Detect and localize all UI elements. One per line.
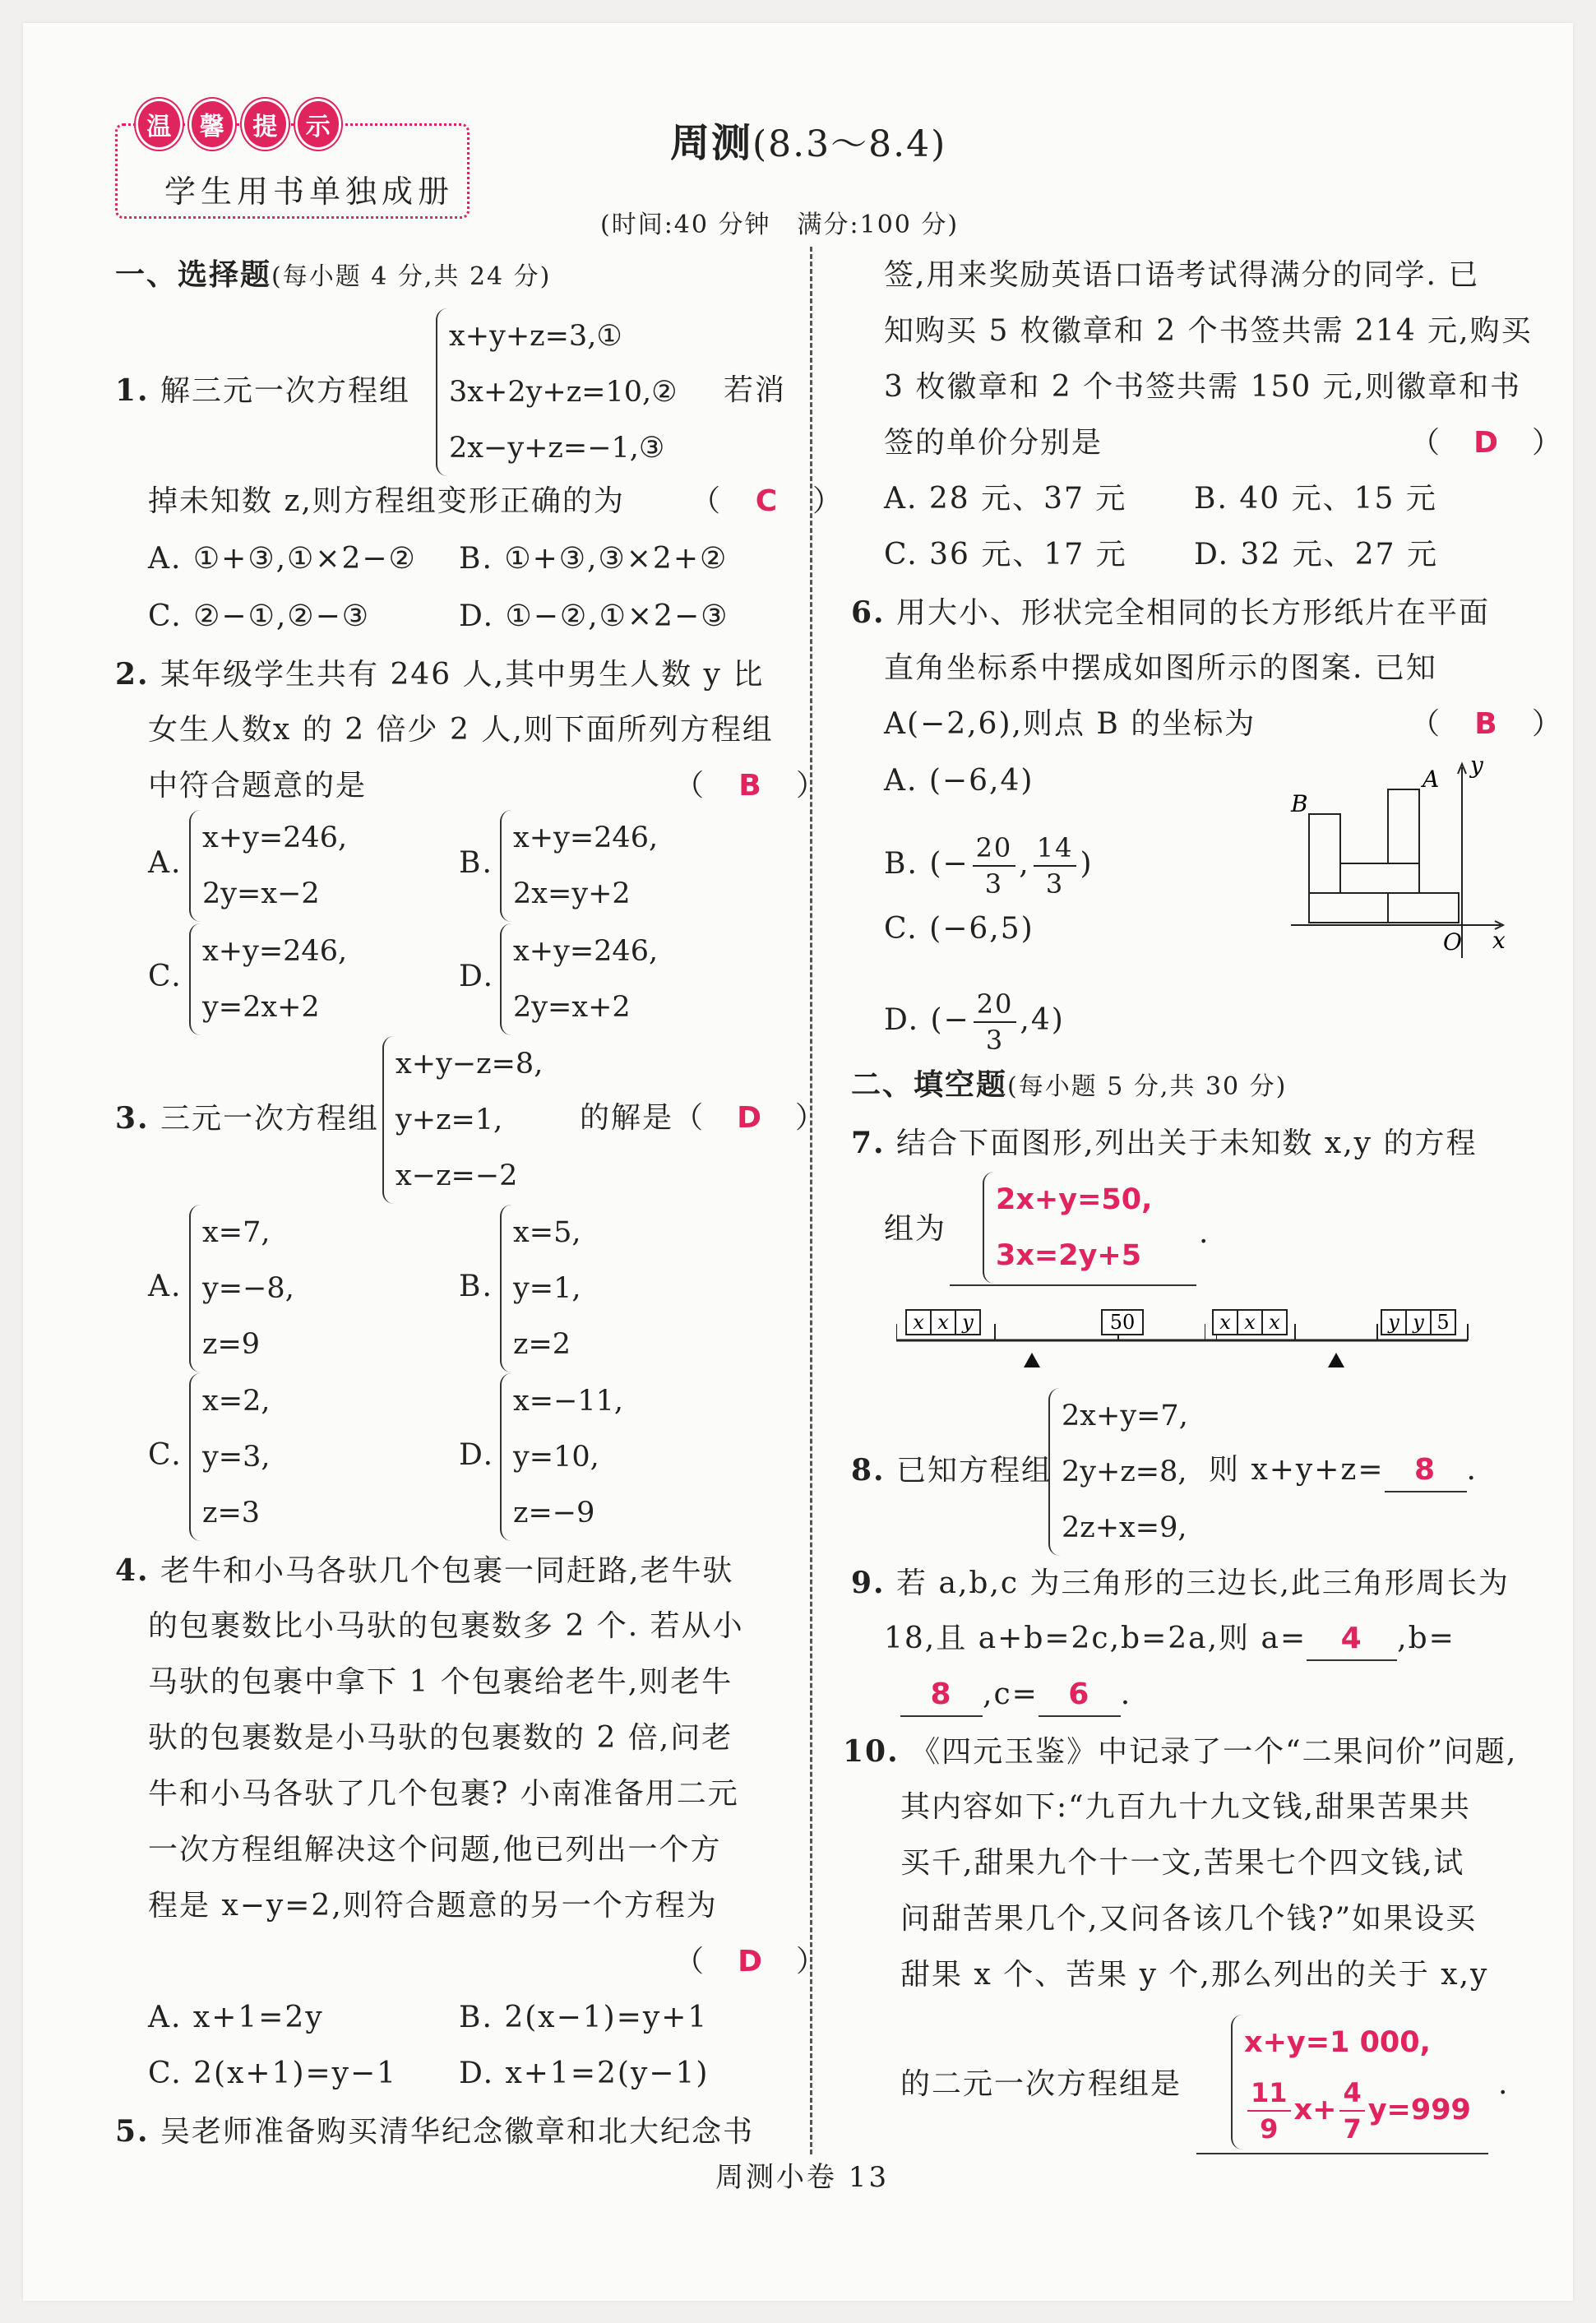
q6-option-c: C. (−6,5) — [884, 912, 1034, 946]
box-label: y — [1413, 1311, 1424, 1334]
section1-note: (每小题 4 分,共 24 分) — [271, 262, 552, 291]
q6-line: 直角坐标系中摆成如图所示的图案. 已知 — [884, 651, 1437, 685]
q2-line-text: 中符合题意的是 — [148, 769, 368, 803]
q6-option-b-num1: 20 — [973, 831, 1016, 867]
q5-line: 3 枚徽章和 2 个书签共需 150 元,则徽章和书 — [884, 370, 1522, 404]
q7-answer-eq: 2x+y=50, — [996, 1183, 1153, 1216]
q6-line-text: 用大小、形状完全相同的长方形纸片在平面 — [896, 596, 1491, 630]
box-label: x — [937, 1311, 949, 1334]
q2-number: 2. — [115, 657, 150, 692]
q10-frac1-num: 11 — [1247, 2075, 1291, 2112]
q1-option: B. ①+③,③×2+② — [459, 542, 729, 576]
q4-option: B. 2(x−1)=y+1 — [459, 2001, 709, 2034]
rect-piece — [1388, 893, 1459, 923]
q3-option-label: D. — [459, 1438, 495, 1472]
q8-after-text: 则 x+y+z= — [1209, 1453, 1385, 1487]
q7-line1-text: 结合下面图形,列出关于未知数 x,y 的方程 — [896, 1127, 1478, 1160]
q3-opt-eq: y=−8, — [202, 1272, 294, 1305]
q10-answer-underline — [1196, 2153, 1488, 2154]
q7-answer-underline — [950, 1284, 1196, 1286]
q1-number: 1. — [115, 373, 150, 408]
label-a: A — [1423, 766, 1440, 793]
q7-number: 7. — [851, 1126, 886, 1160]
q3-stem — [115, 1094, 379, 1144]
section1-header — [115, 251, 551, 302]
q7-scale-1 — [896, 1295, 1217, 1377]
column-divider — [810, 247, 812, 2154]
q10-end: . — [1498, 2067, 1510, 2101]
q5-option: A. 28 元、37 元 — [884, 482, 1127, 516]
q9-line3-c: ,c= — [983, 1677, 1039, 1711]
q2-eq: x+y=246, — [513, 821, 659, 854]
q10-number: 10. — [843, 1734, 900, 1769]
q6-answer-paren: （ B ） — [1410, 700, 1563, 749]
q9-answer-b: 8 — [900, 1674, 983, 1717]
q10-line — [843, 1727, 1517, 1777]
q5-line — [115, 2107, 754, 2157]
q7-scale-2 — [1205, 1295, 1525, 1377]
q10-frac2-den: 7 — [1343, 2113, 1362, 2145]
q6-option-d-suffix: ,4) — [1020, 1003, 1065, 1037]
q9-line2 — [884, 1614, 1455, 1664]
q10-y: y=999 — [1367, 2094, 1471, 2126]
q10-line: 甜果 x 个、苦果 y 个,那么列出的关于 x,y — [900, 1958, 1489, 1992]
label-y: y — [1470, 752, 1483, 779]
q4-answer-paren: （ D ） — [674, 1937, 827, 1987]
q3-option-system — [500, 1373, 623, 1541]
q6-line-text: A(−2,6),则点 B 的坐标为 — [884, 707, 1256, 741]
page-title — [670, 111, 946, 168]
fulcrum-icon — [1328, 1353, 1344, 1367]
q3-opt-eq: x=5, — [513, 1216, 581, 1249]
q2-eq: x+y=246, — [513, 935, 659, 968]
label-o: O — [1443, 928, 1462, 956]
q1-answer: C — [755, 484, 779, 518]
tip-text: 学生用书单独成册 — [164, 174, 455, 210]
q6-option-d-prefix: D. (− — [884, 1003, 970, 1037]
q4-line: 牛和小马各驮了几个包裹? 小南准备用二元 — [148, 1777, 739, 1811]
q10-frac2-num: 4 — [1339, 2075, 1364, 2112]
q5-option: B. 40 元、15 元 — [1194, 482, 1437, 516]
q6-option-b-mid: , — [1019, 847, 1030, 881]
q10-frac1-den: 9 — [1260, 2113, 1279, 2145]
q9-line3 — [900, 1670, 1131, 1719]
q9-line2-a: 18,且 a+b=2c,b=2a,则 a= — [884, 1622, 1307, 1655]
q3-option-system — [500, 1205, 581, 1372]
section1-heading: 一、选择题 — [115, 258, 272, 292]
q5-option: C. 36 元、17 元 — [884, 538, 1127, 571]
box-label: 5 — [1436, 1311, 1450, 1334]
q2-option-label: A. — [148, 846, 183, 880]
q2-eq: 2x=y+2 — [513, 877, 631, 910]
q2-eq: x+y=246, — [202, 821, 348, 854]
q2-line: 女生人数x 的 2 倍少 2 人,则下面所列方程组 — [148, 713, 774, 747]
q9-line1 — [851, 1558, 1510, 1608]
q9-number: 9. — [851, 1566, 886, 1600]
q2-line-text: 某年级学生共有 246 人,其中男生人数 y 比 — [160, 658, 765, 692]
q2-answer-paren: （ B ） — [674, 761, 827, 811]
rect-piece — [1388, 789, 1419, 863]
q3-opt-eq: x=2, — [202, 1385, 271, 1418]
q3-answer: D — [737, 1101, 763, 1135]
q5-line: 知购买 5 枚徽章和 2 个书签共需 214 元,购买 — [884, 314, 1533, 348]
q8-eq: 2z+x=9, — [1062, 1511, 1187, 1544]
q4-option: A. x+1=2y — [148, 2001, 324, 2034]
q2-option-system — [189, 810, 347, 922]
q8-number: 8. — [851, 1453, 886, 1488]
q6-line — [851, 588, 1490, 638]
page-footer: 周测小卷 13 — [715, 2161, 890, 2194]
q2-answer: B — [738, 769, 763, 803]
box-label: x — [1219, 1311, 1231, 1334]
q3-opt-eq: y=1, — [513, 1272, 581, 1305]
q1-eq: 2x−y+z=−1,③ — [449, 432, 665, 465]
q7-answer-eq: 3x=2y+5 — [996, 1239, 1142, 1272]
q6-answer: B — [1474, 707, 1499, 741]
q9-answer-c: 6 — [1039, 1674, 1121, 1717]
q7-line2: 组为 — [884, 1212, 947, 1246]
q5-line-text: 签的单价分别是 — [884, 426, 1103, 460]
q10-line: 买千,甜果九个十一文,苦果七个四文钱,试 — [900, 1846, 1465, 1880]
q2-eq: 2y=x−2 — [202, 877, 320, 910]
q10-answer-row2 — [1244, 2071, 1471, 2149]
q6-option-d-den: 3 — [985, 1025, 1005, 1056]
q3-after-text: 的解是 — [580, 1101, 674, 1135]
rect-piece — [1309, 893, 1388, 923]
q9-end: . — [1120, 1677, 1132, 1711]
q7-answer-system — [983, 1172, 1152, 1284]
box-label: x — [1269, 1311, 1280, 1334]
q6-option-b-frac1 — [973, 831, 1016, 901]
q10-answer-row1: x+y=1 000, — [1244, 2026, 1431, 2059]
q3-eq: x−z=−2 — [396, 1159, 518, 1192]
q3-option-system — [189, 1373, 271, 1541]
q10-last: 的二元一次方程组是 — [900, 2067, 1182, 2101]
q6-option-b-den2: 3 — [1045, 868, 1065, 900]
q1-line2-text: 掉未知数 z,则方程组变形正确的为 — [148, 484, 625, 518]
q5-line: 签,用来奖励英语口语考试得满分的同学. 已 — [884, 258, 1480, 292]
q1-option: D. ①−②,①×2−③ — [459, 599, 729, 633]
q5-line-text: 吴老师准备购买清华纪念徽章和北大纪念书 — [160, 2115, 755, 2149]
q2-option-system — [500, 810, 658, 922]
rect-piece — [1309, 814, 1340, 893]
q3-number: 3. — [115, 1101, 150, 1136]
q10-frac1 — [1247, 2075, 1291, 2146]
q5-answer-paren: （ D ） — [1410, 419, 1563, 468]
q1-option: C. ②−①,②−③ — [148, 599, 371, 633]
section2-heading: 二、填空题 — [851, 1068, 1008, 1102]
q6-number: 6. — [851, 595, 886, 630]
q2-option-system — [500, 923, 658, 1035]
q2-line — [115, 650, 764, 700]
tip-badge-char: 提 — [242, 99, 289, 150]
q6-option-a: A. (−6,4) — [884, 764, 1034, 798]
q1-line2 — [148, 477, 844, 526]
tip-badge-char: 温 — [136, 99, 183, 150]
q2-option-system — [189, 923, 347, 1035]
q8-after — [1209, 1446, 1478, 1495]
q5-option: D. 32 元、27 元 — [1194, 538, 1438, 571]
q2-option-label: D. — [459, 960, 495, 993]
q3-opt-eq: y=3, — [202, 1441, 271, 1474]
q3-eq: x+y−z=8, — [396, 1048, 544, 1081]
q1-system — [436, 308, 678, 476]
q1-answer-paren: （ C ） — [691, 477, 844, 526]
q8-eq: 2y+z=8, — [1062, 1455, 1187, 1488]
tip-box — [99, 99, 485, 222]
tip-badge-char: 示 — [295, 99, 342, 150]
q1-eq: 3x+2y+z=10,② — [449, 376, 678, 409]
q3-opt-eq: z=9 — [202, 1328, 261, 1361]
tip-badge — [136, 99, 341, 146]
q10-answer-system — [1231, 2015, 1471, 2149]
q5-answer: D — [1473, 426, 1500, 460]
q8-answer: 8 — [1385, 1450, 1467, 1492]
q6-option-d — [884, 987, 1065, 1057]
time-info: (时间:40 分钟 满分:100 分) — [600, 211, 960, 239]
q6-option-b — [884, 831, 1094, 901]
q8-system — [1048, 1388, 1188, 1556]
q7-end: . — [1199, 1216, 1210, 1250]
q3-option-label: C. — [148, 1438, 183, 1472]
q1-stem-text: 解三元一次方程组 — [160, 374, 411, 408]
q2-line — [148, 761, 828, 811]
q3-opt-eq: z=3 — [202, 1497, 261, 1529]
q4-option: C. 2(x+1)=y−1 — [148, 2057, 398, 2090]
q5-number: 5. — [115, 2114, 150, 2149]
q6-option-b-frac2 — [1034, 831, 1077, 901]
q1-stem — [115, 366, 410, 416]
q5-line — [884, 419, 1564, 468]
q2-option-label: C. — [148, 960, 183, 993]
q3-option-label: B. — [459, 1270, 493, 1303]
q4-option: D. x+1=2(y−1) — [459, 2057, 710, 2090]
q3-system — [382, 1036, 543, 1204]
rect-piece — [1340, 863, 1419, 893]
box-label: y — [962, 1311, 974, 1334]
q3-eq: y+z=1, — [396, 1104, 503, 1136]
q3-opt-eq: z=−9 — [513, 1497, 595, 1529]
q1-eq: x+y+z=3,① — [449, 320, 622, 353]
q4-number: 4. — [115, 1553, 150, 1588]
q3-after: 的解是（ D ） — [580, 1094, 826, 1143]
q3-stem-text: 三元一次方程组 — [160, 1102, 380, 1136]
box-label: x — [913, 1311, 924, 1334]
q8-eq: 2x+y=7, — [1062, 1400, 1188, 1432]
title-main: 周测 — [670, 120, 753, 166]
q3-opt-eq: y=10, — [513, 1441, 599, 1474]
q9-answer-a: 4 — [1307, 1618, 1397, 1661]
q6-line — [884, 700, 1564, 749]
q2-eq: y=2x+2 — [202, 991, 320, 1024]
q6-option-d-num: 20 — [974, 987, 1017, 1023]
q6-option-b-num2: 14 — [1034, 831, 1077, 867]
box-label: x — [1244, 1311, 1256, 1334]
q2-option-label: B. — [459, 846, 493, 880]
section2-header — [851, 1061, 1287, 1112]
q9-line2-b: ,b= — [1397, 1622, 1455, 1655]
q4-line — [115, 1546, 734, 1596]
q10-line-text: 《四元玉鉴》中记录了一个“二果问价”问题, — [910, 1735, 1518, 1769]
q8-end: . — [1466, 1453, 1478, 1487]
q6-option-b-den1: 3 — [984, 868, 1004, 900]
q6-option-b-suffix: ) — [1080, 847, 1094, 881]
q2-eq: 2y=x+2 — [513, 991, 631, 1024]
tip-badge-char: 馨 — [189, 99, 236, 150]
q2-eq: x+y=246, — [202, 935, 348, 968]
q3-opt-eq: x=−11, — [513, 1385, 624, 1418]
q9-line1-text: 若 a,b,c 为三角形的三边长,此三角形周长为 — [896, 1566, 1510, 1600]
q3-option-system — [189, 1205, 294, 1372]
q4-line: 马驮的包裹中拿下 1 个包裹给老牛,则老牛 — [148, 1665, 733, 1699]
q10-line: 其内容如下:“九百九十九文钱,甜果苦果共 — [900, 1790, 1471, 1824]
q4-line: 程是 x−y=2,则符合题意的另一个方程为 — [148, 1889, 718, 1923]
q6-option-b-prefix: B. (− — [884, 847, 969, 881]
label-b: B — [1291, 790, 1308, 817]
q4-line-text: 老牛和小马各驮几个包裹一同赶路,老牛驮 — [160, 1554, 734, 1588]
fulcrum-icon — [1024, 1353, 1040, 1367]
q10-line: 问甜苦果几个,又问各该几个钱?”如果设买 — [900, 1902, 1478, 1936]
q10-x: x+ — [1293, 2094, 1337, 2126]
q3-option-label: A. — [148, 1270, 183, 1303]
q4-answer: D — [738, 1945, 764, 1978]
q6-figure — [1283, 752, 1529, 966]
q4-line: 的包裹数比小马驮的包裹数多 2 个. 若从小 — [148, 1609, 744, 1643]
q8-stem — [851, 1446, 1052, 1496]
q1-option: A. ①+③,①×2−② — [148, 542, 417, 576]
q10-frac2 — [1339, 2075, 1364, 2146]
title-range: (8.3～8.4) — [752, 123, 947, 165]
q6-option-d-frac — [974, 987, 1017, 1057]
label-x: x — [1492, 927, 1506, 954]
box-label: 50 — [1109, 1311, 1136, 1334]
q4-line: 一次方程组解决这个问题,他已列出一个方 — [148, 1833, 722, 1867]
section2-note: (每小题 5 分,共 30 分) — [1007, 1072, 1288, 1101]
q8-stem-text: 已知方程组 — [896, 1454, 1053, 1488]
q3-opt-eq: z=2 — [513, 1328, 571, 1361]
box-label: y — [1388, 1311, 1399, 1334]
q1-after: 若消 — [724, 373, 787, 407]
q7-line1 — [851, 1118, 1477, 1168]
q3-opt-eq: x=7, — [202, 1216, 271, 1249]
q4-line: 驮的包裹数是小马驮的包裹数的 2 倍,问老 — [148, 1721, 733, 1755]
